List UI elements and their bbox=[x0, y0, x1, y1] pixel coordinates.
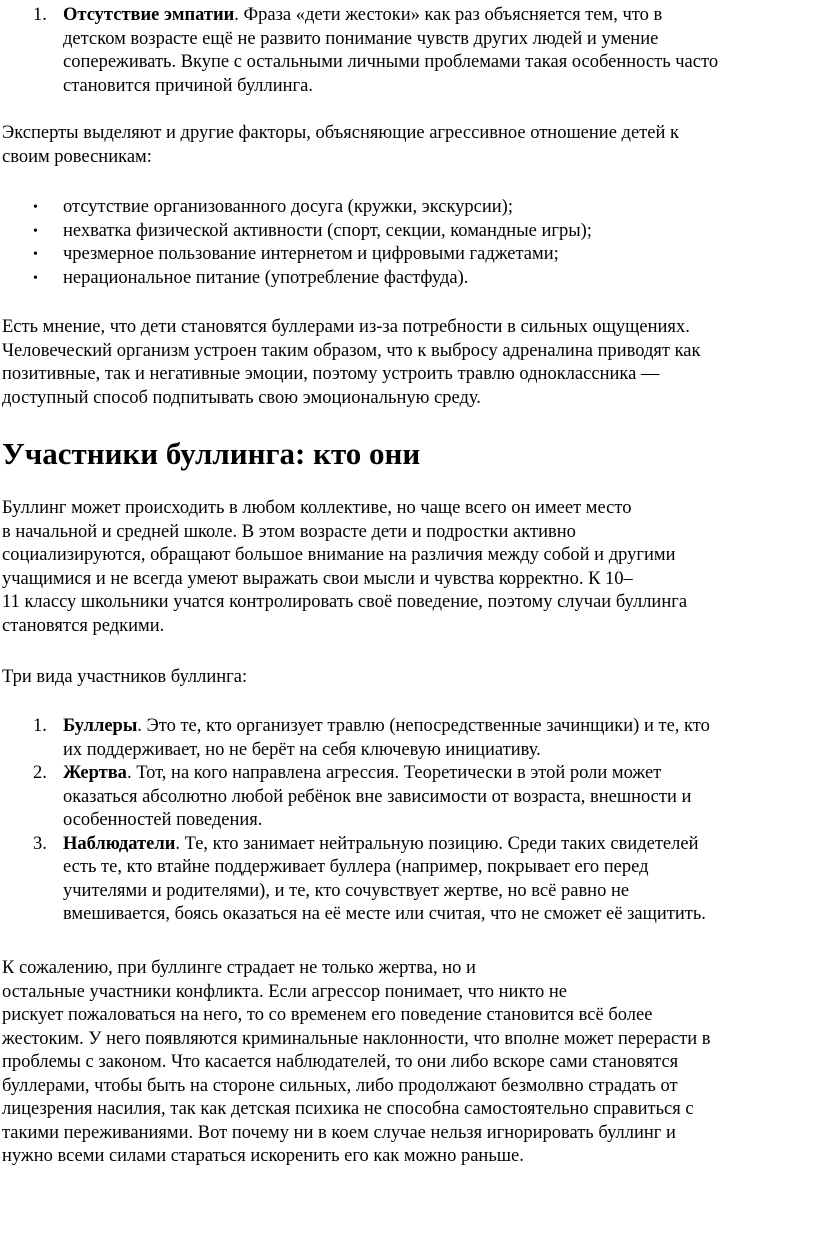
bullet-icon: • bbox=[33, 223, 38, 239]
bullet-icon: • bbox=[33, 247, 38, 262]
list-marker: 2. bbox=[33, 763, 47, 783]
factors-intro: Эксперты выделяют и другие факторы, объясняющие агрессивное отношение детей к своим ровесникам: bbox=[2, 123, 679, 167]
list-item: 1. Отсутствие эмпатии. Фраза «дети жестоки» как раз объясняется тем, что в детском возрасте ещё не развито понимание чувств других людей и умение сопереживать. Вкупе с остальными личными проблемами такая особенность часто становится причиной буллинга. bbox=[33, 5, 719, 96]
participants-list bbox=[33, 715, 813, 927]
item-title: Буллеры bbox=[63, 716, 138, 736]
item-title: Наблюдатели bbox=[63, 833, 176, 854]
section-heading: Участники буллинга: кто они bbox=[2, 436, 421, 471]
participants-intro: Три вида участников буллинга: bbox=[2, 667, 248, 687]
list-item: 1. Буллеры. Это те, кто организует травлю (непосредственные зачинщики) и те, кто их поддерживает, но не берёт на себя ключевую инициативу. bbox=[33, 716, 710, 760]
list-marker: 1. bbox=[33, 5, 47, 25]
list-marker: 3. bbox=[33, 833, 47, 854]
list-item: • нехватка физической активности (спорт, секции, командные игры); bbox=[63, 220, 813, 244]
opinion-paragraph: Есть мнение, что дети становятся буллерами из-за потребности в сильных ощущениях. Человеческий организм устроен таким образом, что к выбросу адреналина приводят как позитивные, так и негативные эмоции, поэтому устроить травлю одноклассника — доступный способ подпитывать свою эмоциональную среду. bbox=[2, 317, 701, 408]
item-title: Отсутствие эмпатии bbox=[63, 5, 235, 25]
list-item: • нерациональное питание (употребление фастфуда). bbox=[63, 267, 813, 291]
list-item: 3. Наблюдатели. Те, кто занимает нейтральную позицию. Среди таких свидетелей есть те, кто втайне поддерживает буллера (например, покрывает его перед учителями и родителями), и те, кто сочувствует жертве, но всё равно не вмешивается, боясь оказаться на её месте или считая, что не сможет её защитить. bbox=[33, 833, 706, 924]
list-item: • отсутствие организованного досуга (кружки, экскурсии); bbox=[63, 196, 813, 220]
conclusion-paragraph: К сожалению, при буллинге страдает не только жертва, но и остальные участники конфликта. Если агрессор понимает, что никто не рискует пожаловаться на него, то со временем его поведение становится всё более жестоким. У него появляются криминальные наклонности, что вполне может перерасти в проблемы с законом. Что касается наблюдателей, то они либо вскоре сами становятся буллерами, чтобы быть на стороне сильных, либо продолжают безмолвно страдать от лицезрения насилия, так как детская психика не способна самостоятельно справиться с такими переживаниями. Вот почему ни в коем случае нельзя игнорировать буллинг и нужно всеми силами стараться искоренить его как можно раньше. bbox=[2, 958, 711, 1166]
causes-list bbox=[33, 4, 813, 98]
bullet-icon: • bbox=[33, 200, 38, 215]
item-title: Жертва bbox=[63, 763, 127, 783]
list-marker: 1. bbox=[33, 716, 47, 736]
list-item: • чрезмерное пользование интернетом и цифровыми гаджетами; bbox=[63, 243, 813, 267]
bullet-icon: • bbox=[33, 270, 38, 286]
where-paragraph: Буллинг может происходить в любом коллективе, но чаще всего он имеет место в начальной и средней школе. В этом возрасте дети и подростки активно социализируются, обращают большое внимание на различия между собой и другими учащимися и не всегда умеют выражать свои мысли и чувства корректно. К 10– 11 классу школьники учатся контролировать своё поведение, поэтому случаи буллинга становятся редкими. bbox=[2, 498, 688, 636]
list-item: 2. Жертва. Тот, на кого направлена агрессия. Теоретически в этой роли может оказаться абсолютно любой ребёнок вне зависимости от возраста, внешности и особенностей поведения. bbox=[33, 763, 692, 830]
factors-list bbox=[33, 196, 813, 290]
